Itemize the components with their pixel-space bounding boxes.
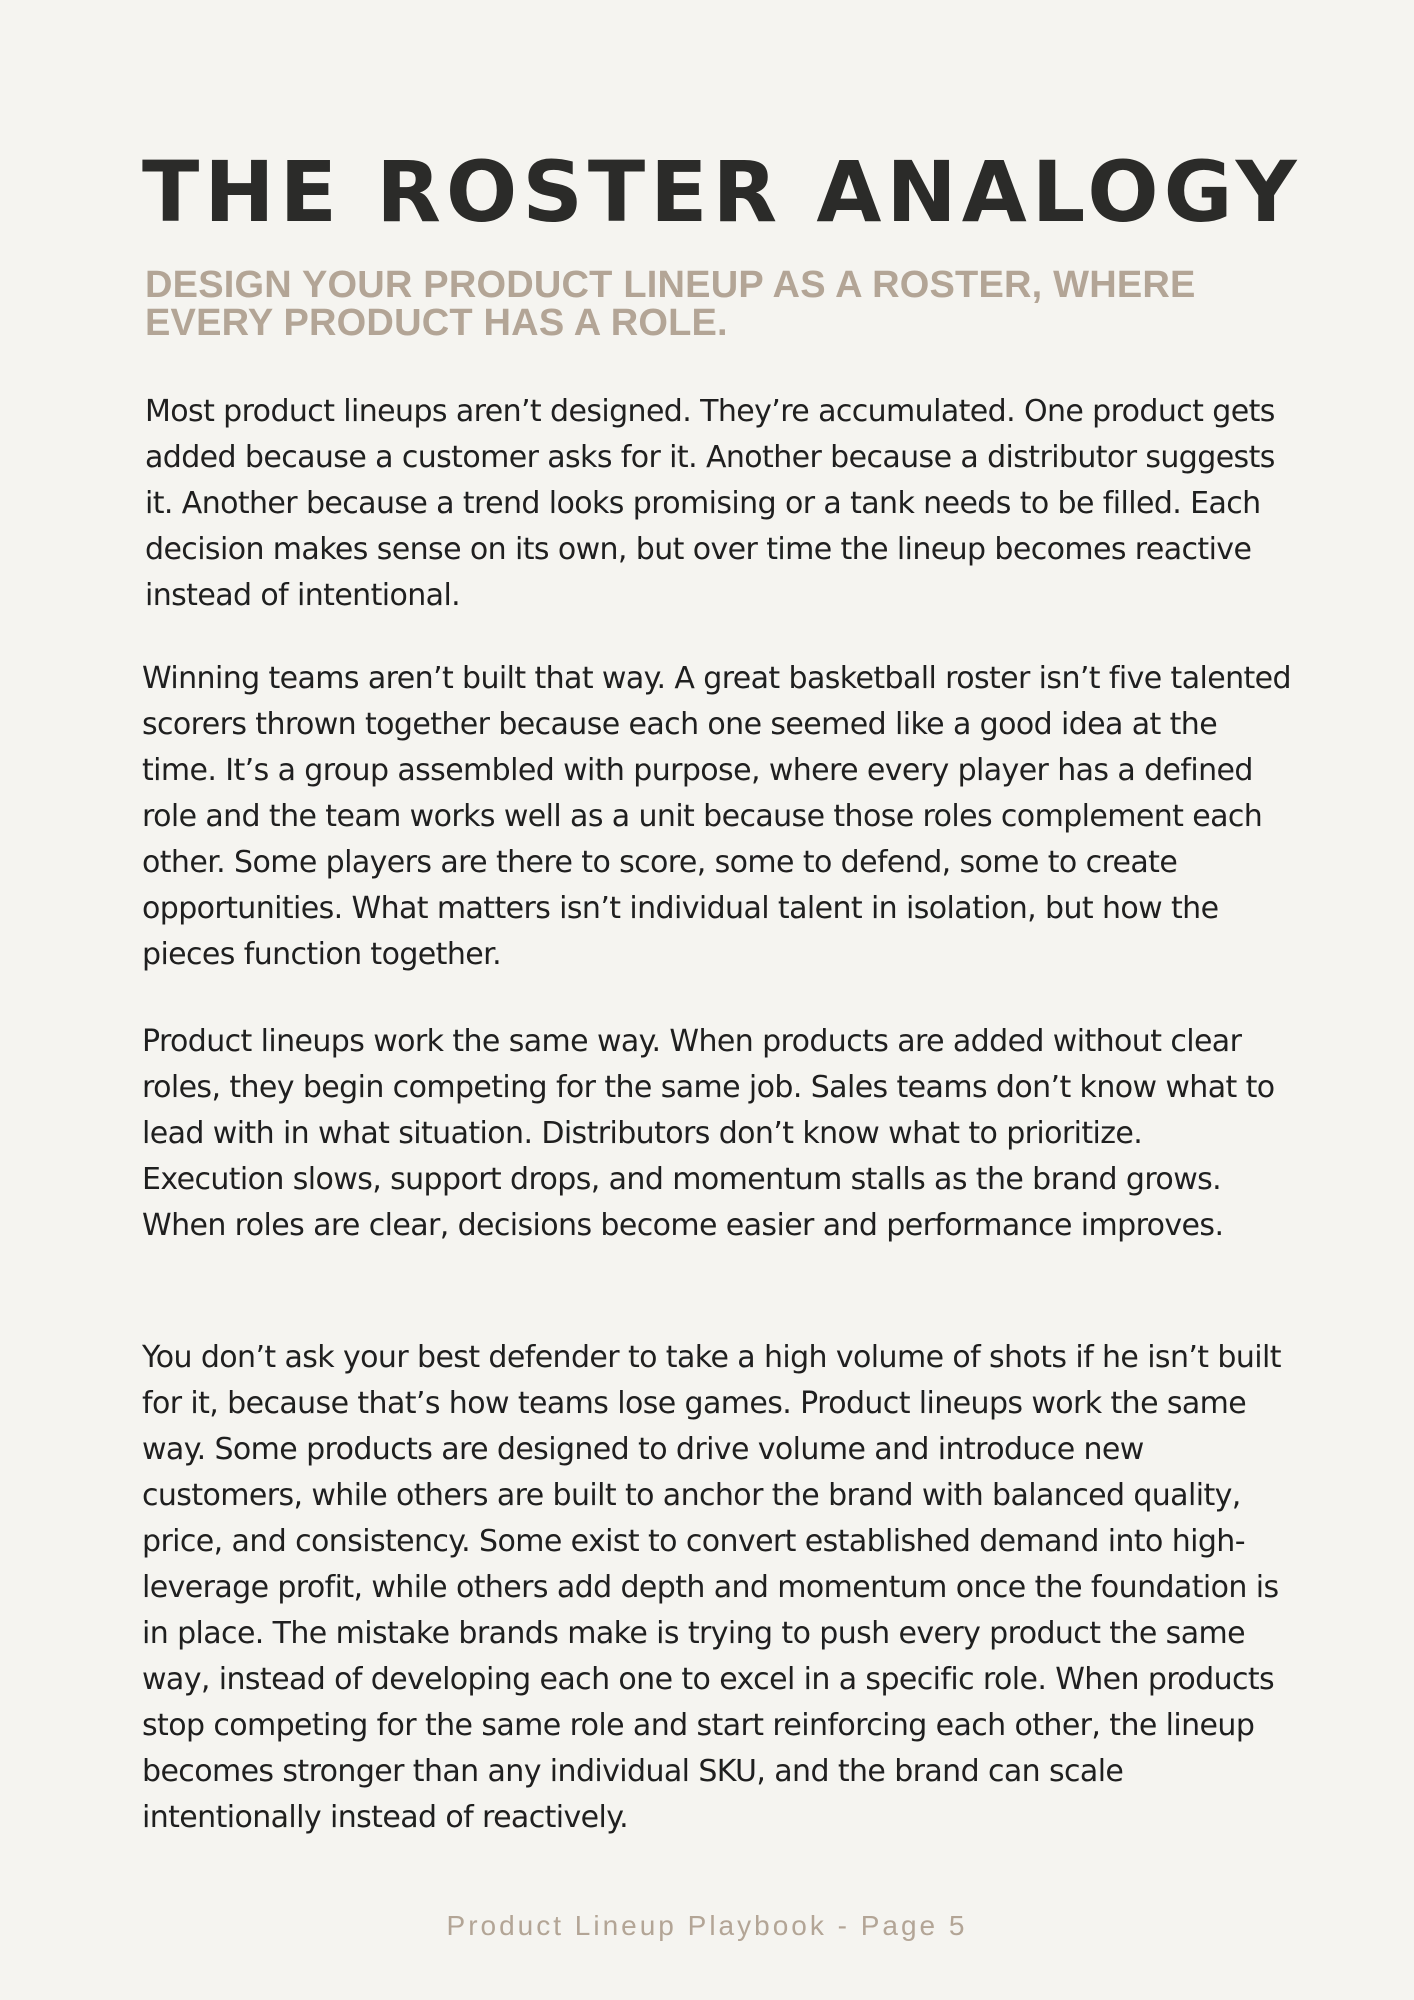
body-paragraph-1: Most product lineups aren’t designed. They’re accumulated. One product gets added because a customer asks for it. Another because a distributor suggests it. Another because a trend looks promising or a tank needs to be filled. Each decision makes sense on its own, but over time the lineup becomes reactive instead of intentional. bbox=[145, 394, 1275, 613]
page-footer: Product Lineup Playbook - Page 5 bbox=[446, 1910, 968, 1941]
body-paragraph-3: Product lineups work the same way. When products are added without clear roles, they begin competing for the same job. Sales teams don’t know what to lead with in what situation. Distributors don’t know what to prioritize. Execution slows, support drops, and momentum stalls as the brand grows. When roles are clear, decisions become easier and performance improves. bbox=[142, 1024, 1275, 1243]
body-paragraph-4: You don’t ask your best defender to take a high volume of shots if he isn’t built for it, because that’s how teams lose games. Product lineups work the same way. Some products are designed to drive volume and introduce new customers, while others are built to anchor the brand with balanced quality, price, and consistency. Some exist to convert established demand into high-leverage profit, while others add depth and momentum once the foundation is in place. The mistake brands make is trying to push every product the same way, instead of developing each one to excel in a specific role. When products stop competing for the same role and start reinforcing each other, the lineup becomes stronger than any individual SKU, and the brand can scale intentionally instead of reactively. bbox=[142, 1340, 1281, 1835]
page-subtitle: DESIGN YOUR PRODUCT LINEUP AS A ROSTER, WHERE EVERY PRODUCT HAS A ROLE. bbox=[145, 264, 1196, 344]
body-paragraph-2: Winning teams aren’t built that way. A great basketball roster isn’t five talented scorers thrown together because each one seemed like a good idea at the time. It’s a group assembled with purpose, where every player has a defined role and the team works well as a unit because those roles complement each other. Some players are there to score, some to defend, some to create opportunities. What matters isn’t individual talent in isolation, but how the pieces function together. bbox=[142, 661, 1291, 972]
page-title: THE ROSTER ANALOGY bbox=[142, 143, 1302, 241]
